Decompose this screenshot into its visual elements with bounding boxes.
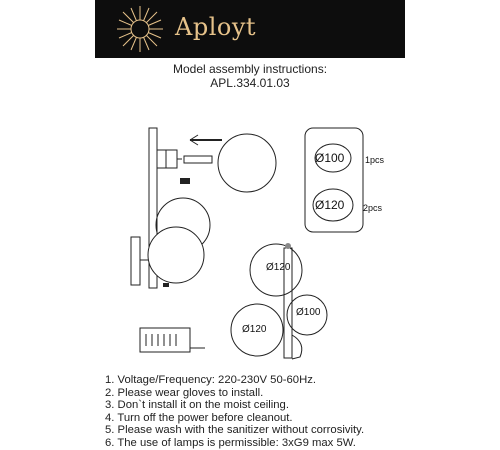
instruction-item: 4. Turn off the power before cleanout. (105, 411, 293, 424)
instruction-item: 6. The use of lamps is permissible: 3xG9 max 5W. (105, 436, 356, 449)
part1-qty: 1pcs (365, 155, 385, 165)
socket-icon (157, 150, 177, 168)
bulb-icon (184, 156, 212, 163)
label-globe-small: Ø100 (296, 307, 321, 318)
globe-lower (148, 227, 204, 283)
label-globe-bottom: Ø120 (242, 324, 267, 335)
instruction-item: 2. Please wear gloves to install. (105, 386, 264, 399)
part2-qty: 2pcs (363, 203, 383, 213)
part2-diameter: Ø120 (315, 198, 345, 212)
part1-diameter: Ø100 (315, 151, 345, 165)
model-code: APL.334.01.03 (210, 76, 290, 90)
header-title: Model assembly instructions: (172, 62, 328, 76)
sun-logo-icon (115, 4, 165, 54)
instructions-list (105, 374, 364, 450)
brand-banner (95, 0, 405, 58)
label-globe-top: Ø120 (266, 262, 291, 273)
instruction-item: 3. Don`t install it on the moist ceiling. (105, 399, 289, 412)
assembly-diagram (0, 95, 500, 370)
wall-bracket (131, 237, 140, 285)
globe-detached (218, 134, 276, 192)
instruction-item: 5. Please wash with the sanitizer without corrosivity. (105, 424, 365, 437)
instruction-item: 1. Voltage/Frequency: 220-230V 50-60Hz. (105, 374, 317, 386)
wiring-box (140, 328, 190, 352)
brand-name: Aployt (175, 13, 257, 41)
